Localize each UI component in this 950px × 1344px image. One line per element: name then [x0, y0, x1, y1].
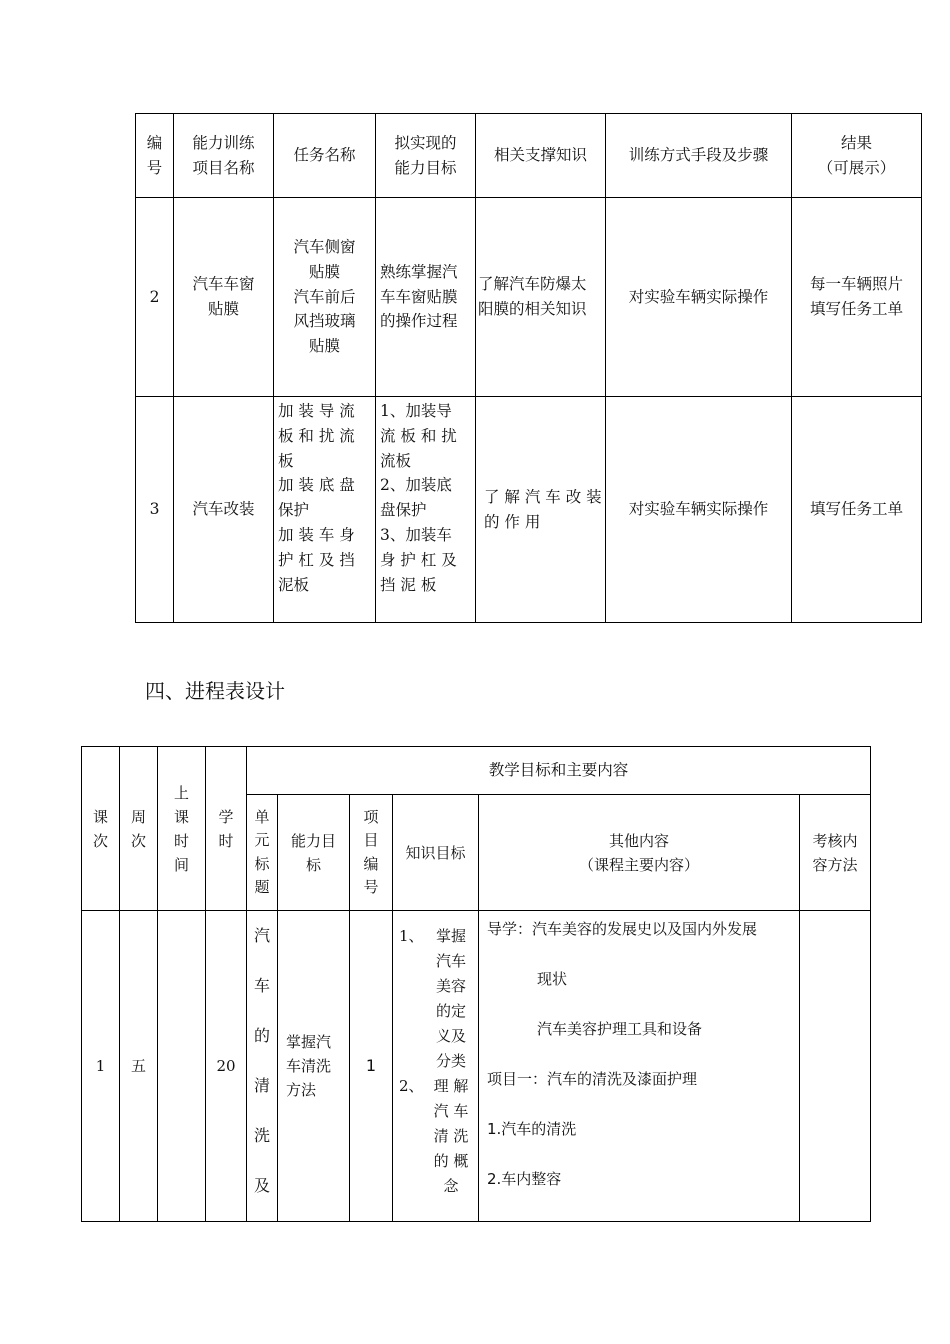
cell-task: 汽车侧窗 贴膜 汽车前后 风挡玻璃 贴膜 — [274, 198, 376, 397]
cell-unit-title — [247, 911, 278, 1222]
header-ability-goal: 能力目 标 — [278, 795, 350, 911]
cell-task: 加 装 导 流 板 和 扰 流 板 加 装 底 盘 保护 加 装 车 身 护 杠 及 挡 泥板 — [274, 397, 376, 623]
knowledge-item — [399, 1074, 470, 1199]
cell-method: 对实验车辆实际操作 — [606, 397, 792, 623]
header-project-number: 项 目 编 号 — [350, 795, 393, 911]
unit-char: 及 — [253, 1176, 270, 1195]
cell-knowledge-goals — [393, 911, 479, 1222]
knowledge-item-text: 掌握 汽车 美容 的定 义及 分类 — [435, 927, 466, 1070]
header-lesson: 课 次 — [82, 747, 120, 911]
cell-result: 填写任务工单 — [792, 397, 922, 623]
cell-week: 五 — [120, 911, 158, 1222]
header-ability-goal: 拟实现的 能力目标 — [376, 114, 476, 198]
unit-char: 洗 — [253, 1126, 270, 1145]
content-line: 导学：汽车美容的发展史以及国内外发展 — [487, 920, 758, 938]
header-week: 周 次 — [120, 747, 158, 911]
unit-char: 的 — [253, 1026, 270, 1045]
cell-assessment — [800, 911, 871, 1222]
schedule-table — [81, 746, 871, 1222]
cell-knowledge: 了 解 汽 车 改 装 的 作 用 — [476, 397, 606, 623]
header-class-time: 上 课 时 间 — [158, 747, 206, 911]
table-row — [136, 198, 922, 397]
knowledge-item — [399, 924, 470, 1074]
header-task-name: 任务名称 — [274, 114, 376, 198]
unit-char: 清 — [253, 1076, 270, 1095]
header-project-name: 能力训练 项目名称 — [174, 114, 274, 198]
content-line: 项目一：汽车的清洗及漆面护理 — [487, 1070, 698, 1088]
cell-result: 每一车辆照片 填写任务工单 — [792, 198, 922, 397]
cell-project: 汽车车窗 贴膜 — [174, 198, 274, 397]
content-line: 汽车美容护理工具和设备 — [537, 1020, 703, 1038]
content-line: 2.车内整容 — [487, 1170, 562, 1188]
table-header-row — [82, 747, 871, 795]
cell-hours: 20 — [206, 911, 247, 1222]
cell-goal: 1、加装导 流 板 和 扰 流板 2、加装底 盘保护 3、加装车 身 护 杠 及 挡 泥 板 — [376, 397, 476, 623]
table-header-row — [136, 114, 922, 198]
header-other-content: 其他内容 （课程主要内容） — [479, 795, 800, 911]
cell-knowledge: 了解汽车防爆太 阳膜的相关知识 — [476, 198, 606, 397]
unit-char: 汽 — [253, 926, 270, 945]
header-knowledge-goal: 知识目标 — [393, 795, 479, 911]
cell-other-content — [479, 911, 800, 1222]
cell-project-number: 1 — [350, 911, 393, 1222]
section-heading: 四、进程表设计 — [145, 679, 285, 703]
cell-goal: 熟练掌握汽 车车窗贴膜 的操作过程 — [376, 198, 476, 397]
table-row — [136, 397, 922, 623]
cell-project: 汽车改装 — [174, 397, 274, 623]
header-result: 结果 （可展示） — [792, 114, 922, 198]
cell-lesson: 1 — [82, 911, 120, 1222]
cell-number: 2 — [136, 198, 174, 397]
cell-class-time — [158, 911, 206, 1222]
table-row — [82, 911, 871, 1222]
header-teaching-goals: 教学目标和主要内容 — [247, 747, 871, 795]
training-project-table — [135, 113, 922, 623]
knowledge-item-number: 2、 — [399, 1077, 424, 1095]
content-line: 现状 — [537, 970, 568, 988]
cell-number: 3 — [136, 397, 174, 623]
unit-char: 车 — [253, 976, 270, 995]
knowledge-item-text: 理 解 汽 车 清 洗 的 概 念 — [433, 1077, 469, 1195]
header-number: 编 号 — [136, 114, 174, 198]
header-hours: 学 时 — [206, 747, 247, 911]
header-support-knowledge: 相关支撑知识 — [476, 114, 606, 198]
knowledge-item-number: 1、 — [399, 927, 424, 945]
content-line: 1.汽车的清洗 — [487, 1120, 577, 1138]
cell-ability: 掌握汽 车清洗 方法 — [278, 911, 350, 1222]
header-unit-title: 单 元 标 题 — [247, 795, 278, 911]
header-assessment: 考核内 容方法 — [800, 795, 871, 911]
header-training-method: 训练方式手段及步骤 — [606, 114, 792, 198]
cell-method: 对实验车辆实际操作 — [606, 198, 792, 397]
